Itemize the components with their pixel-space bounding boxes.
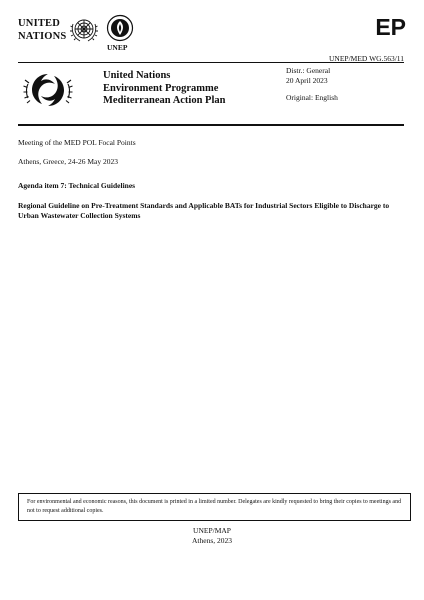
mediterranean-action-plan-logo-icon — [22, 66, 74, 114]
meeting-name: Meeting of the MED POL Focal Points — [18, 138, 136, 147]
organization-line1: United Nations — [103, 70, 171, 81]
header-divider — [18, 62, 404, 63]
document-title: Regional Guideline on Pre-Treatment Standards and Applicable BATs for Industrial Sectors Eligible to Discharge to Urban Wastewater Collection Systems — [18, 201, 390, 220]
un-wordmark-line1: UNITED — [18, 18, 61, 29]
ep-code: EP — [375, 14, 406, 40]
distribution-info — [286, 66, 338, 103]
distribution-date: 20 April 2023 — [286, 75, 328, 85]
footer-place-year: Athens, 2023 — [192, 535, 232, 545]
un-wordmark-line2: NATIONS — [18, 31, 67, 42]
environmental-notice: For environmental and economic reasons, this document is printed in a limited number. Delegates are kindly requested to bring their copies to meetings and not to request additional copies. — [18, 493, 411, 521]
document-symbol: UNEP/MED WG.563/11 — [329, 54, 404, 63]
unep-emblem-icon — [106, 14, 134, 42]
unep-label: UNEP — [107, 43, 128, 52]
un-wordmark — [18, 17, 66, 43]
organization-name — [103, 70, 225, 108]
un-emblem-icon — [68, 14, 100, 46]
title-block-divider — [18, 124, 404, 126]
original-language: Original: English — [286, 93, 338, 102]
organization-line3: Mediterranean Action Plan — [103, 95, 226, 106]
agenda-item: Agenda item 7: Technical Guidelines — [18, 181, 136, 190]
footer — [0, 526, 424, 545]
meeting-location: Athens, Greece, 24-26 May 2023 — [18, 157, 118, 166]
footer-publisher: UNEP/MAP — [193, 526, 231, 535]
distribution-type: Distr.: General — [286, 66, 331, 75]
organization-line2: Environment Programme — [103, 82, 219, 94]
